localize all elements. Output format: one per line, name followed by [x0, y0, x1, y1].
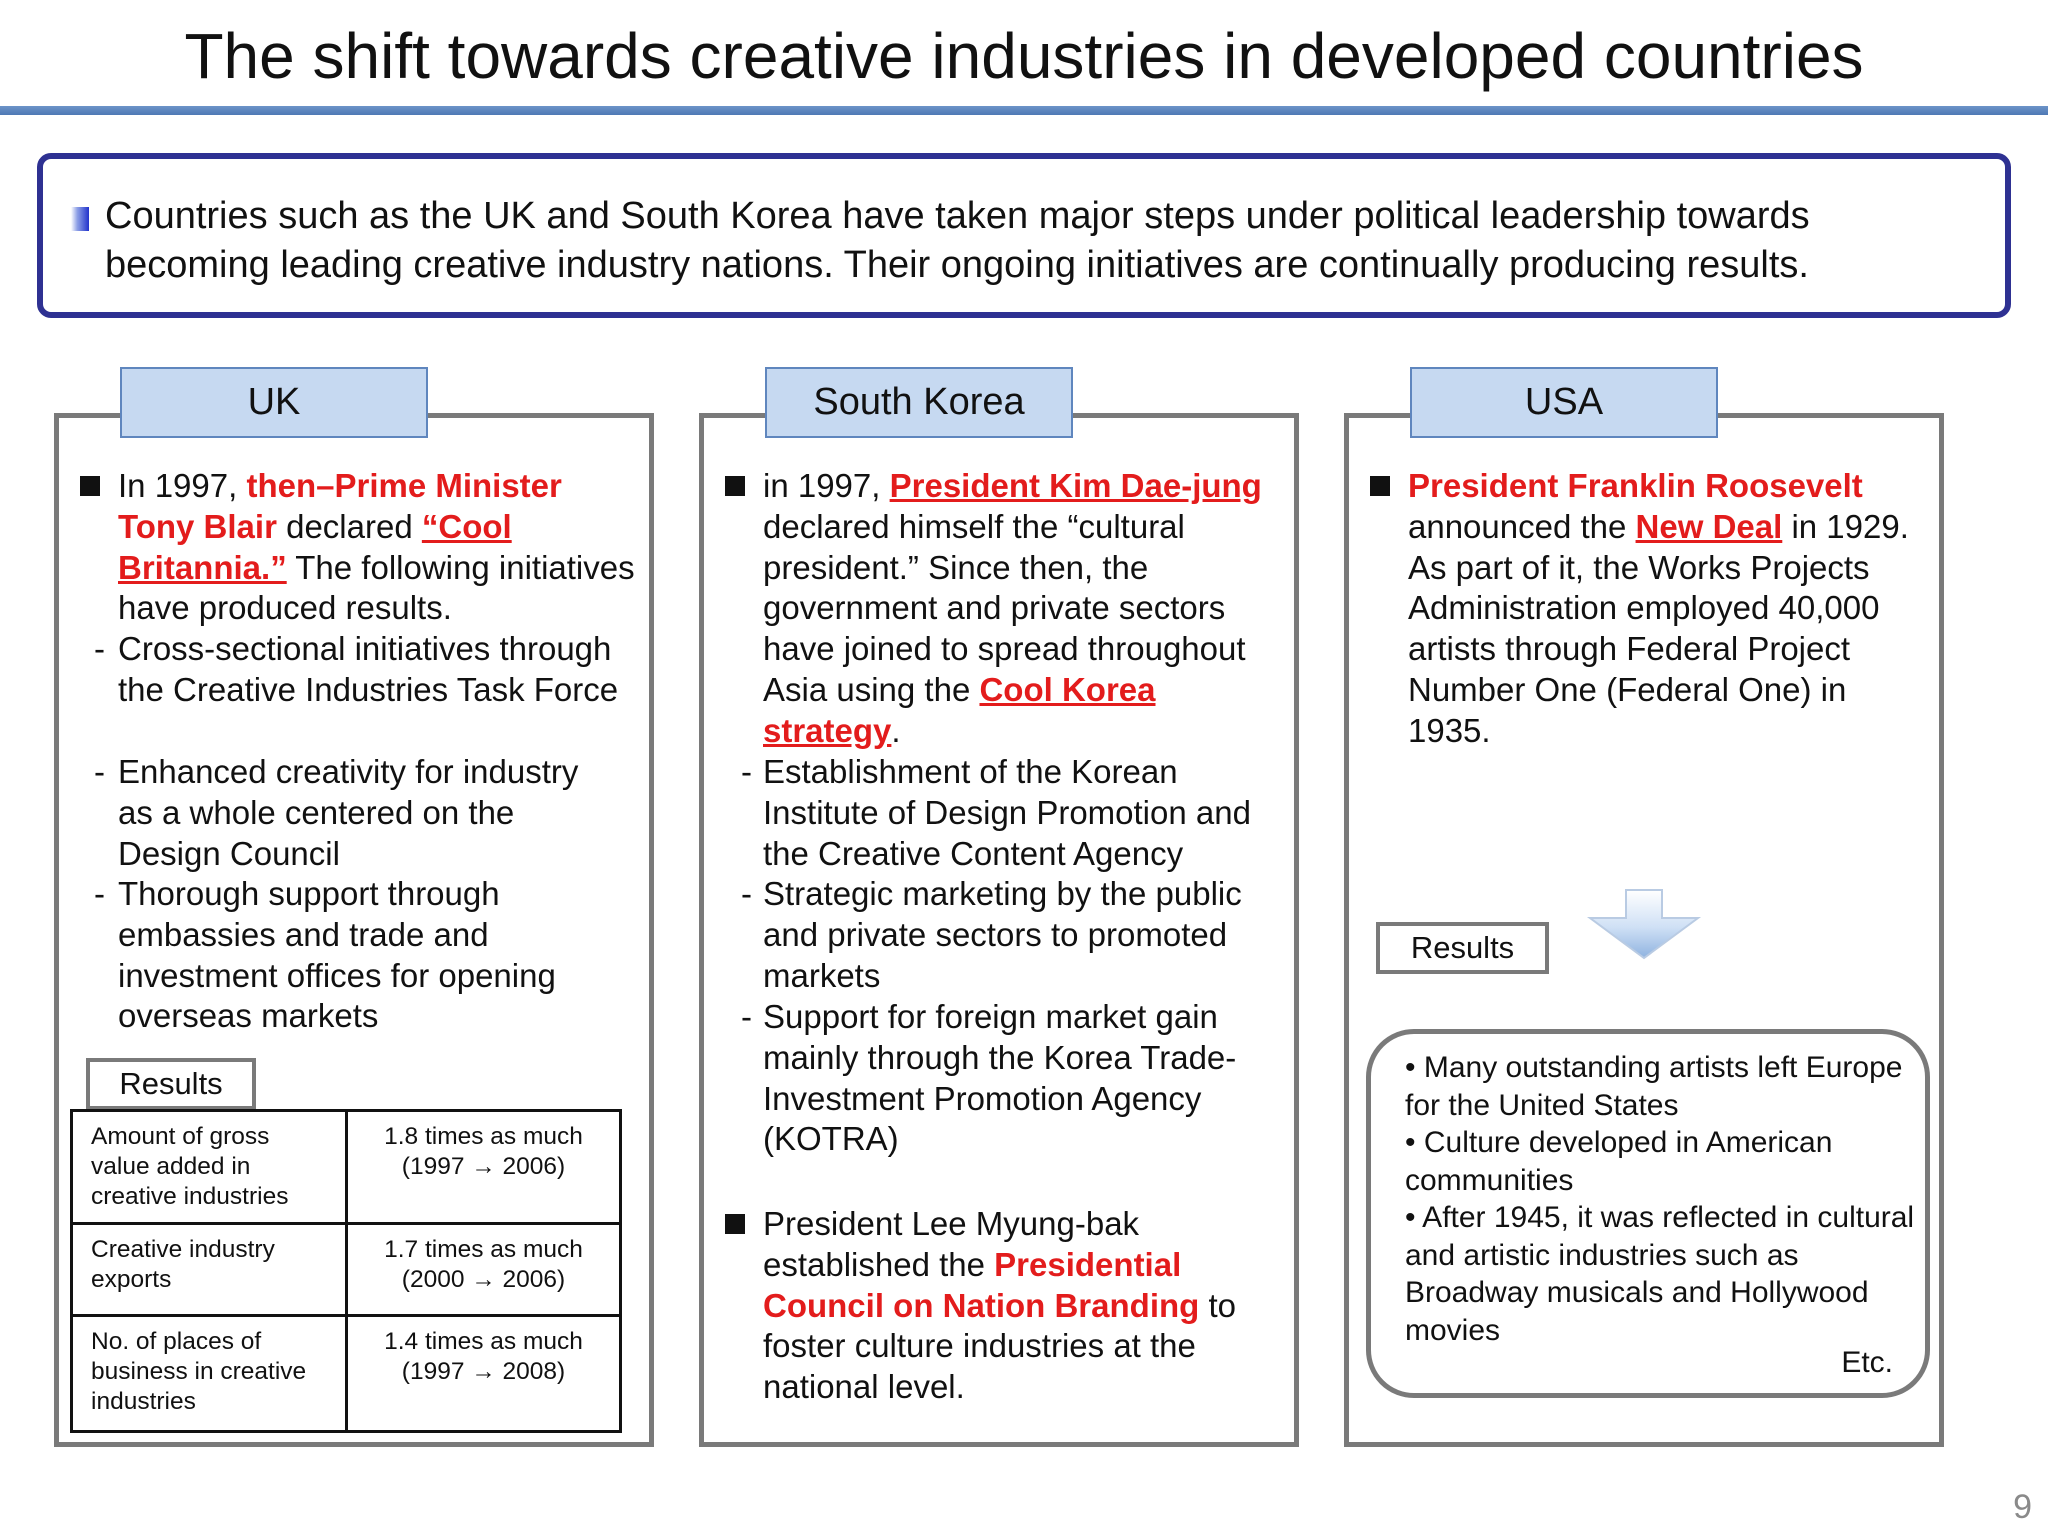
square-bullet-icon	[725, 1214, 745, 1234]
korea-second-highlight: Presidential Council on Nation Branding	[763, 1245, 1200, 1324]
summary-text	[105, 192, 1985, 290]
results-multiplier: 1.4 times as much	[384, 1328, 583, 1355]
results-value	[347, 1111, 621, 1224]
tab-usa: USA	[1410, 367, 1718, 438]
dash-marker: -	[741, 998, 752, 1035]
korea-intro	[763, 466, 1263, 752]
uk-intro	[118, 466, 638, 629]
usa-outcomes-list	[1405, 1049, 1915, 1349]
korea-intro-text-2: declared himself the “cultural president.” Since then, the government and private sectors have joined to spread throughout Asia using the	[763, 507, 1246, 708]
korea-intro-text-3: .	[891, 711, 901, 749]
dash-marker: -	[741, 875, 752, 912]
dash-marker: -	[94, 753, 105, 790]
uk-item-1: Cross-sectional initiatives through the Creative Industries Task Force	[118, 630, 619, 708]
list-item: • Culture developed in American communities	[1405, 1126, 1833, 1197]
usa-intro-highlight-2: New Deal	[1635, 507, 1783, 545]
korea-item-1: Establishment of the Korean Institute of Design Promotion and the Creative Content Agency	[763, 753, 1251, 872]
list-item: • After 1945, it was reflected in cultural and artistic industries such as Broadway musicals and Hollywood movies	[1405, 1201, 1915, 1347]
korea-second-text-1: President Lee Myung-bak established the	[763, 1205, 1140, 1283]
summary-line-2: becoming leading creative industry nations. Their ongoing initiatives are continually producing results.	[105, 244, 1809, 286]
square-bullet-icon	[725, 476, 745, 496]
korea-intro-text-1: in 1997,	[763, 467, 890, 504]
table-row	[72, 1316, 621, 1432]
summary-line-1: Countries such as the UK and South Korea have taken major steps under political leadership towards	[105, 195, 1810, 237]
uk-intro-highlight-2: “Cool Britannia.”	[118, 507, 512, 586]
results-metric: No. of places of business in creative industries	[72, 1316, 347, 1432]
square-bullet-icon	[1370, 476, 1390, 496]
tab-south-korea: South Korea	[765, 367, 1073, 438]
uk-results-table	[70, 1109, 622, 1433]
uk-intro-text-3: The following initiatives have produced results.	[118, 548, 635, 627]
down-arrow-icon	[1586, 888, 1702, 960]
usa-outcomes-box	[1366, 1029, 1930, 1398]
korea-intro-highlight-1: President Kim Dae-jung	[889, 467, 1262, 504]
table-row	[72, 1111, 621, 1224]
korea-item-2: Strategic marketing by the public and private sectors to promoted markets	[763, 875, 1242, 994]
usa-results-label: Results	[1376, 922, 1549, 974]
tab-uk: UK	[120, 367, 428, 438]
results-period: (1997 → 2008)	[401, 1358, 566, 1385]
results-period: (2000 → 2006)	[401, 1266, 566, 1293]
results-value	[347, 1316, 621, 1432]
dash-marker: -	[94, 875, 105, 912]
korea-intro-highlight-2: Cool Korea strategy	[763, 670, 1156, 749]
korea-second-text-2: to foster culture industries at the national level.	[763, 1286, 1237, 1406]
square-bullet-icon	[80, 476, 100, 496]
korea-second	[763, 1204, 1273, 1408]
uk-item-2: Enhanced creativity for industry as a whole centered on the Design Council	[118, 753, 579, 872]
korea-item-3: Support for foreign market gain mainly through the Korea Trade-Investment Promotion Agency (KOTRA)	[763, 998, 1237, 1158]
results-metric: Creative industry exports	[72, 1224, 347, 1316]
summary-bullet-icon	[71, 207, 89, 231]
summary-box	[37, 153, 2011, 318]
table-row	[72, 1224, 621, 1316]
results-period: (1997 → 2006)	[401, 1153, 566, 1180]
uk-intro-text-1: In 1997,	[118, 467, 247, 504]
uk-results-label: Results	[86, 1058, 256, 1110]
uk-intro-highlight-1: then–Prime Minister Tony Blair	[118, 467, 562, 545]
usa-outcomes-etc: Etc.	[1841, 1345, 1893, 1379]
page-number: 9	[2013, 1488, 2032, 1526]
list-item: • Many outstanding artists left Europe for the United States	[1405, 1051, 1903, 1122]
uk-intro-text-2: declared	[276, 507, 422, 545]
usa-intro	[1408, 466, 1938, 752]
dash-marker: -	[741, 753, 752, 790]
usa-intro-highlight-1: President Franklin Roosevelt	[1408, 467, 1863, 504]
usa-intro-text-2: in 1929. As part of it, the Works Projects Administration employed 40,000 artists through Federal Project Number One (Federal One) in 1935.	[1408, 507, 1909, 749]
usa-intro-text-1: announced the	[1408, 507, 1636, 545]
page-title: The shift towards creative industries in developed countries	[184, 20, 1864, 92]
results-multiplier: 1.8 times as much	[384, 1123, 583, 1150]
title-divider	[0, 106, 2048, 115]
uk-item-3: Thorough support through embassies and trade and investment offices for opening overseas markets	[118, 875, 556, 1035]
dash-marker: -	[94, 630, 105, 667]
results-multiplier: 1.7 times as much	[384, 1236, 583, 1263]
results-value	[347, 1224, 621, 1316]
results-metric: Amount of gross value added in creative industries	[72, 1111, 347, 1224]
